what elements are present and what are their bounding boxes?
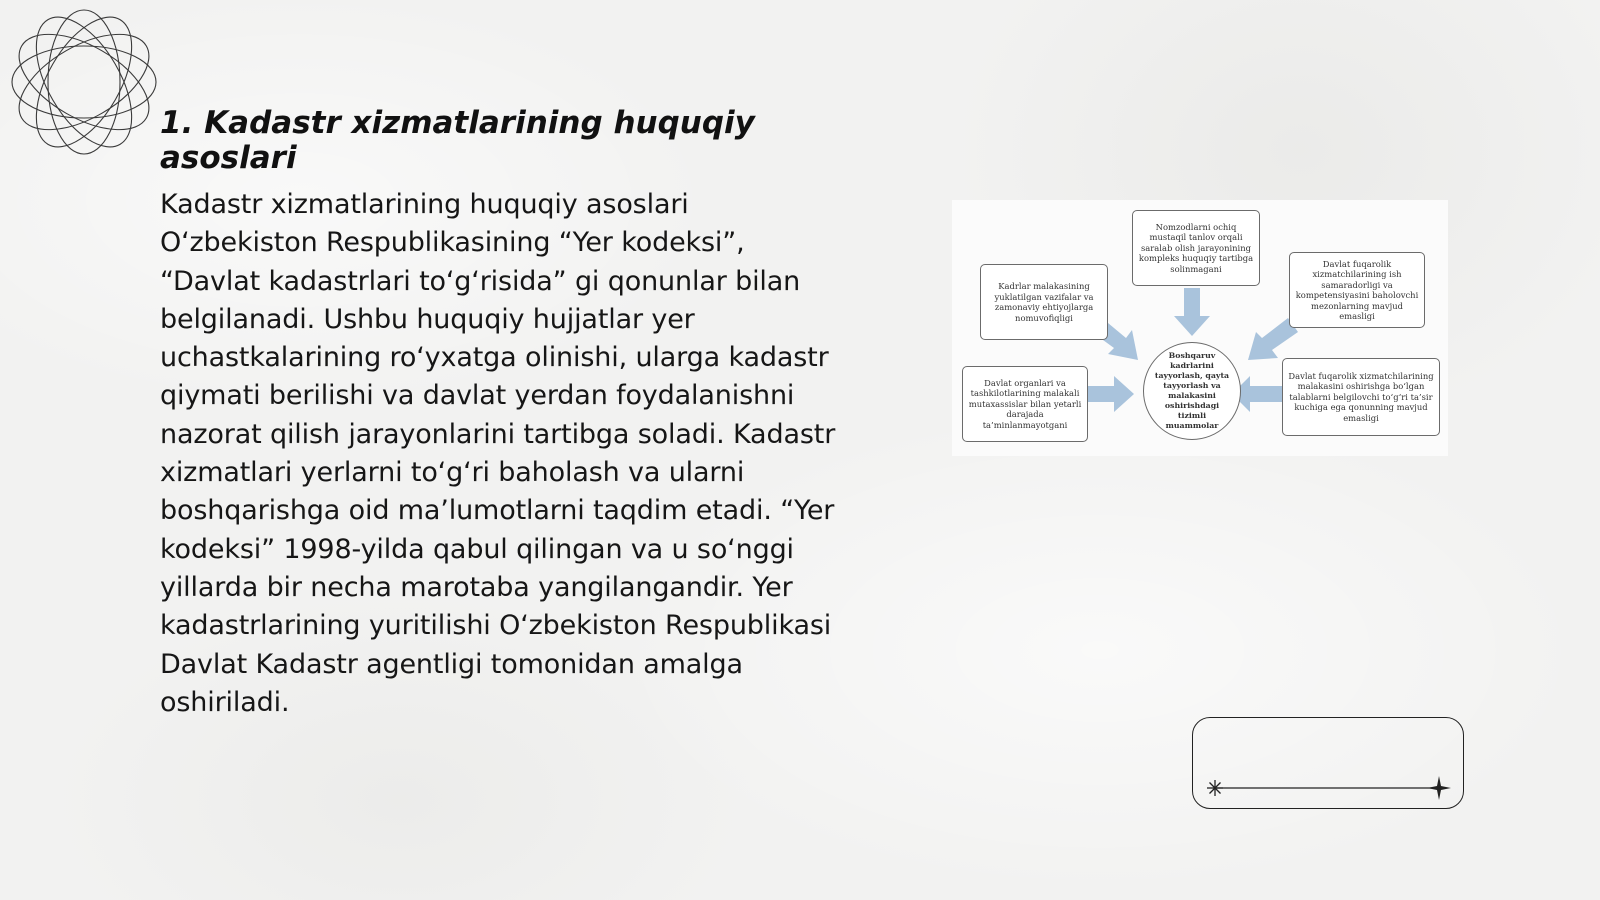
decorative-card: [1192, 717, 1464, 809]
card-line: [1193, 718, 1465, 810]
diagram-box-top-left: Kadrlar malakasining yuklatilgan vazifalar va zamonaviy ehtiyojlarga nomuvofiqligi: [980, 264, 1108, 340]
diagram-box-bottom-left: Davlat organlari va tashkilotlarining malakali mutaxassislar bilan yetarli darajada ta’minlanmayotgani: [962, 366, 1088, 442]
arrow-top: [1174, 288, 1210, 336]
rosette-ornament-icon: [10, 8, 158, 156]
slide-body-text: Kadastr xizmatlarining huquqiy asoslari O‘zbekiston Respublikasining “Yer kodeksi”, “Davlat kadastrlari to‘g‘risida” gi qonunlar bilan belgilanadi. Ushbu huquqiy hujjatlar yer uchastkalarining ro‘yxatga olinishi, ularga kadastr qiymati berilishi va davlat yerdan foydalanishni nazorat qilish jarayonlarini tartibga soladi. Kadastr xizmatlari yerlarni to‘g‘ri baholash va ularni boshqarishga oid ma’lumotlarni taqdim etadi. “Yer kodeksi” 1998-yilda qabul qilingan va u so‘nggi yillarda bir necha marotaba yangilangandir. Yer kadastrlarining yuritilishi O‘zbekiston Respublikasi Davlat Kadastr agentligi tomonidan amalga oshiriladi.: [160, 189, 836, 718]
diagram-center-circle: Boshqaruv kadrlarini tayyorlash, qayta tayyorlash va malakasini oshirishdagi tizimli muammolar: [1143, 342, 1241, 440]
problems-diagram: [952, 200, 1448, 456]
sparkle-icon: [1207, 780, 1223, 796]
slide-title: 1. Kadastr xizmatlarining huquqiy asoslari: [160, 105, 755, 176]
plus-star-icon: [1427, 776, 1451, 800]
diagram-box-bottom-right: Davlat fuqarolik xizmatchilarining malakasini oshirishga bo‘lgan talablarni belgilovchi to‘g‘ri ta’sir kuchiga ega qonunning mavjud emasligi: [1282, 358, 1440, 436]
diagram-box-top: Nomzodlarni ochiq mustaqil tanlov orqali saralab olish jarayonining kompleks huquqiy tartibga solinmagani: [1132, 210, 1260, 286]
diagram-box-top-right: Davlat fuqarolik xizmatchilarining ish samaradorligi va kompetensiyasini baholovchi mezonlarning mavjud emasligi: [1289, 252, 1425, 328]
